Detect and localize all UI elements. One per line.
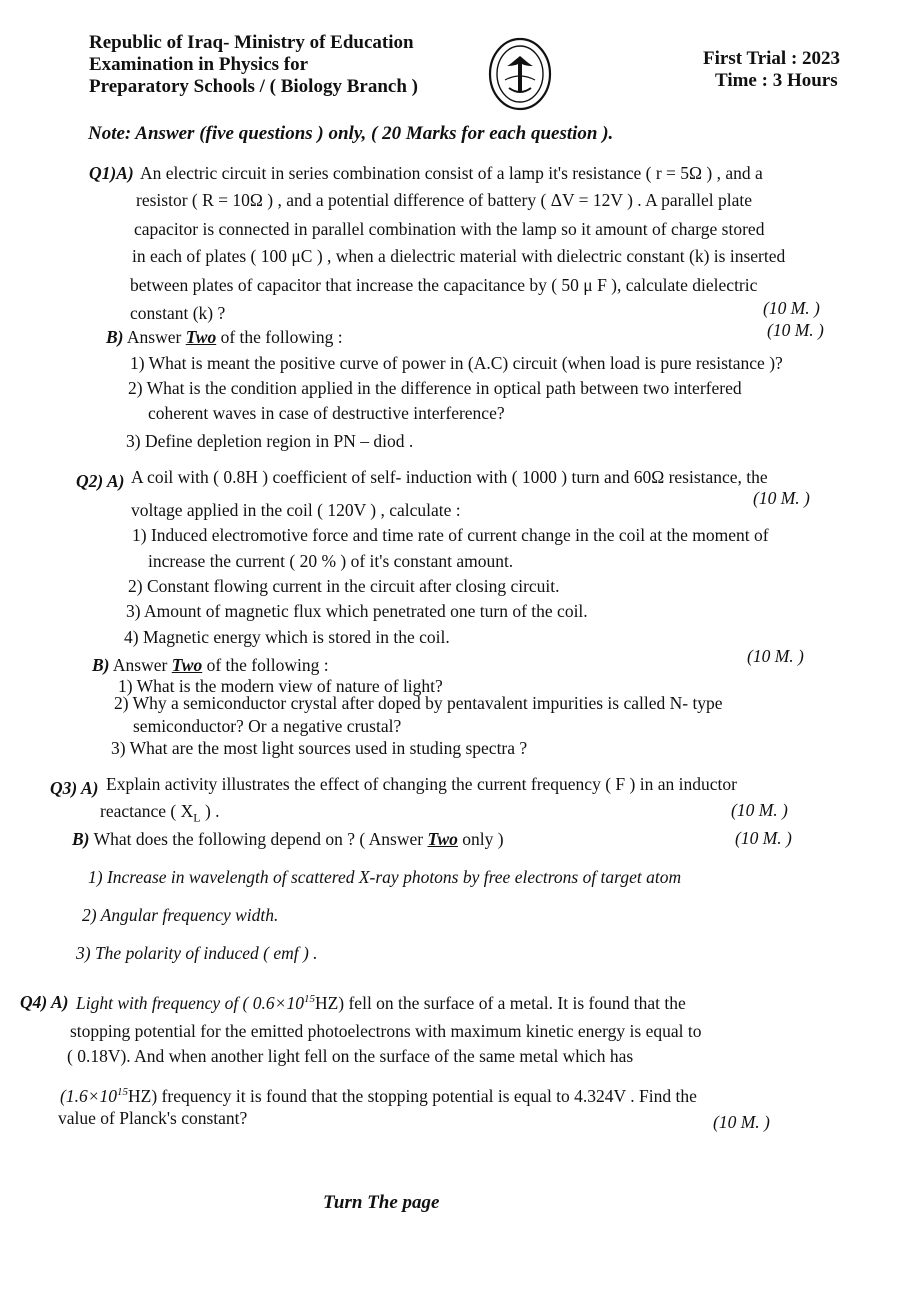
q1-b-heading xyxy=(106,326,343,348)
q1-b-label: B) xyxy=(106,327,124,347)
q1-b-post: of the following : xyxy=(216,327,343,347)
q4-a-exponent: 15 xyxy=(303,993,315,1005)
ministry-seal-icon xyxy=(487,36,553,112)
q2-b-post: of the following : xyxy=(202,655,329,675)
q4-a-line xyxy=(60,1081,697,1107)
q3-a-text: reactance ( X xyxy=(100,801,194,821)
q2-b-item: 2) Why a semiconductor crystal after doped by pentavalent impurities is called N- type xyxy=(114,693,723,713)
q2-a-marks: (10 M. ) xyxy=(753,488,810,508)
q1-b-item: 2) What is the condition applied in the difference in optical path between two interfered xyxy=(128,378,742,398)
q2-a-item: 1) Induced electromotive force and time rate of current change in the coil at the moment of xyxy=(132,525,769,545)
q4-a-text-end: HZ) frequency it is found that the stopping potential is equal to 4.324V . Find the xyxy=(128,1085,697,1106)
q1-a-line: constant (k) ? xyxy=(130,303,226,323)
header-time: Time : 3 Hours xyxy=(715,70,838,91)
header-branch: Preparatory Schools / ( Biology Branch ) xyxy=(89,76,418,97)
q3-b-two: Two xyxy=(427,829,458,849)
q2-b-item: 3) What are the most light sources used in studing spectra ? xyxy=(111,738,528,758)
q2-b-item: 1) What is the modern view of nature of light? xyxy=(118,676,443,696)
header-trial: First Trial : 2023 xyxy=(703,48,841,69)
turn-page-note: Turn The page xyxy=(323,1192,440,1213)
q1-b-item: 1) What is meant the positive curve of power in (A.C) circuit (when load is pure resistance )? xyxy=(130,353,783,373)
q1-a-marks: (10 M. ) xyxy=(763,298,820,318)
q1-a-line: resistor ( R = 10Ω ) , and a potential difference of battery ( ΔV = 12V ) . A parallel plate xyxy=(136,190,752,210)
exam-note: Note: Answer (five questions ) only, ( 20 Marks for each question ). xyxy=(88,123,614,144)
q4-a-label: Q4) A) xyxy=(20,992,69,1012)
q4-a-text: (1.6×10 xyxy=(60,1085,118,1106)
q4-a-marks: (10 M. ) xyxy=(713,1112,770,1132)
q1-a-line: between plates of capacitor that increase the capacitance by ( 50 μ F ), calculate dielectric xyxy=(130,275,758,295)
header-exam-subject: Examination in Physics for xyxy=(89,54,309,75)
header-ministry: Republic of Iraq- Ministry of Education xyxy=(89,32,414,53)
q3-b-label: B) xyxy=(72,829,90,849)
q3-b-item: 2) Angular frequency width. xyxy=(82,905,279,925)
q2-a-item: 4) Magnetic energy which is stored in the coil. xyxy=(124,627,450,647)
q2-a-item: 2) Constant flowing current in the circuit after closing circuit. xyxy=(128,576,560,596)
q1-b-item: coherent waves in case of destructive interference? xyxy=(148,403,505,423)
q2-b-label: B) xyxy=(92,655,110,675)
q1-a-line: capacitor is connected in parallel combination with the lamp so it amount of charge stored xyxy=(134,219,765,239)
q2-a-item: increase the current ( 20 % ) of it's constant amount. xyxy=(148,551,514,571)
q2-a-line: A coil with ( 0.8H ) coefficient of self- induction with ( 1000 ) turn and 60Ω resistance, the xyxy=(131,467,768,487)
q1-a-label: Q1)A) xyxy=(89,163,134,183)
q3-a-text-end: ) . xyxy=(200,801,220,821)
q2-b-two: Two xyxy=(171,655,203,675)
q1-a-line: An electric circuit in series combination consist of a lamp it's resistance ( r = 5Ω ) , and a xyxy=(140,163,763,183)
q3-a-line: Explain activity illustrates the effect of changing the current frequency ( F ) in an inductor xyxy=(106,774,737,794)
q3-a-subscript: L xyxy=(193,810,201,825)
q4-a-exponent: 15 xyxy=(117,1086,129,1098)
q1-b-two: Two xyxy=(185,327,217,347)
q1-a-line: in each of plates ( 100 μC ) , when a dielectric material with dielectric constant (k) is inserted xyxy=(132,246,786,266)
q3-b-item: 1) Increase in wavelength of scattered X-ray photons by free electrons of target atom xyxy=(88,867,682,887)
q3-a-line xyxy=(100,800,220,829)
q3-b-pre: What does the following depend on ? ( Answer xyxy=(93,829,428,849)
q4-a-line: stopping potential for the emitted photoelectrons with maximum kinetic energy is equal to xyxy=(70,1021,702,1041)
q2-a-label: Q2) A) xyxy=(76,471,125,491)
q2-b-heading xyxy=(92,654,329,676)
q3-a-marks: (10 M. ) xyxy=(731,800,788,820)
q4-a-text: Light with frequency of ( 0.6×10 xyxy=(76,992,304,1013)
q2-a-item: 3) Amount of magnetic flux which penetrated one turn of the coil. xyxy=(126,601,588,621)
q2-a-line: voltage applied in the coil ( 120V ) , calculate : xyxy=(131,500,461,520)
q2-b-marks: (10 M. ) xyxy=(747,646,804,666)
q1-b-pre: Answer xyxy=(126,327,186,347)
q4-a-line: value of Planck's constant? xyxy=(58,1108,248,1128)
q4-a-text-end: HZ) fell on the surface of a metal. It is found that the xyxy=(314,992,686,1013)
q3-b-marks: (10 M. ) xyxy=(735,828,792,848)
q3-a-label: Q3) A) xyxy=(50,778,99,798)
q3-b-heading xyxy=(72,828,504,850)
q3-b-post: only ) xyxy=(457,829,504,849)
q4-a-line xyxy=(76,988,686,1014)
q4-a-line: ( 0.18V). And when another light fell on the surface of the same metal which has xyxy=(67,1046,634,1066)
q3-b-item: 3) The polarity of induced ( emf ) . xyxy=(76,943,318,963)
q1-b-item: 3) Define depletion region in PN – diod . xyxy=(126,431,414,451)
q2-b-item: semiconductor? Or a negative crustal? xyxy=(133,716,402,736)
q1-b-marks: (10 M. ) xyxy=(767,320,824,340)
q2-b-pre: Answer xyxy=(112,655,172,675)
